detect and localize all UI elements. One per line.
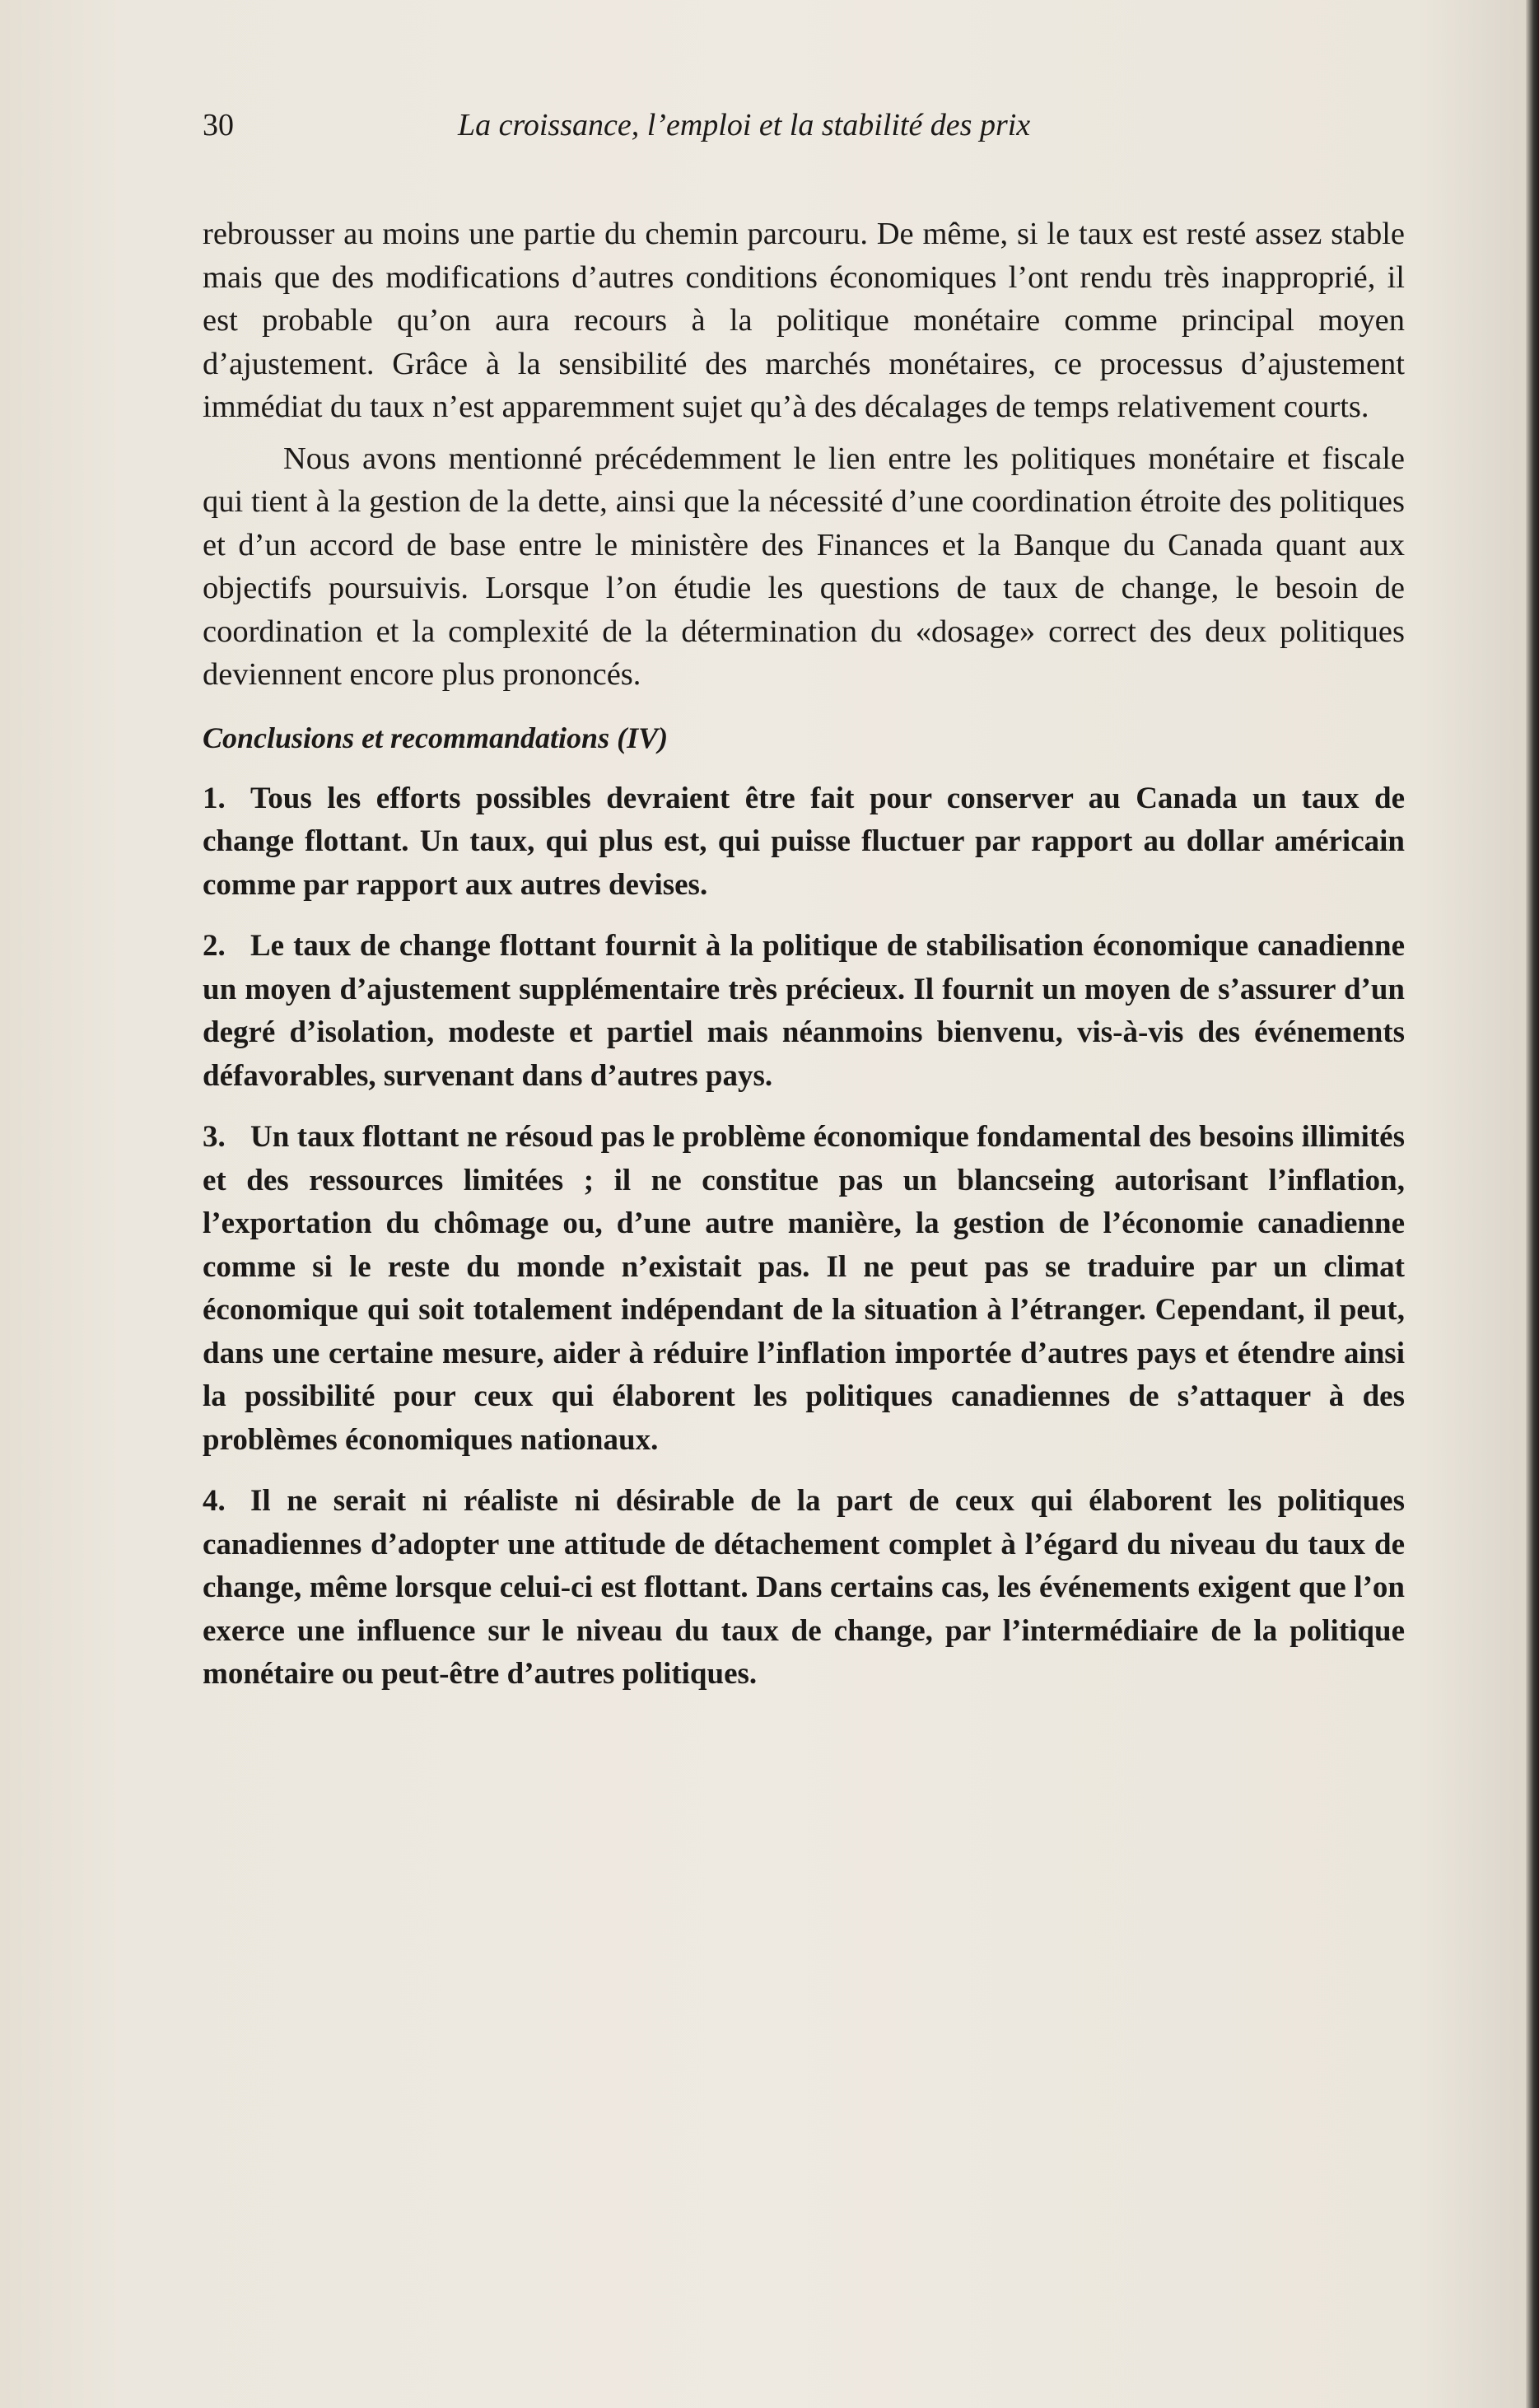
body-text xyxy=(203,212,1405,1696)
recommendation-4 xyxy=(203,1480,1405,1696)
running-title: La croissance, l’emploi et la stabilité des prix xyxy=(458,108,1031,142)
recommendation-text: Il ne serait ni réaliste ni désirable de la part de ceux qui élaborent les politiques canadiennes d’adopter une attitude de détachement complet à l’égard du niveau du taux de change, même lorsque celui-ci est flottant. Dans certains cas, les événements exigent que l’on exerce une influence sur le niveau du taux de change, par l’intermédiaire de la politique monétaire ou peut-être d’autres politiques. xyxy=(203,1484,1405,1691)
recommendation-1 xyxy=(203,777,1405,908)
page-binding-edge xyxy=(1526,0,1539,2408)
recommendation-number: 2. xyxy=(203,929,226,963)
recommendation-text: Tous les efforts possibles devraient être fait pour conserver au Canada un taux de change flottant. Un taux, qui plus est, qui puisse fluctuer par rapport au dollar américain comme par rapport aux autres devises. xyxy=(203,781,1405,902)
body-paragraph-1: rebrousser au moins une partie du chemin parcouru. De même, si le taux est resté assez stable mais que des modifications d’autres conditions économiques l’ont rendu très inapproprié, il est probable qu’on aura recours à la politique monétaire comme principal moyen d’ajustement. Grâce à la sensibilité des marchés monétaires, ce processus d’ajustement immédiat du taux n’est apparemment sujet qu’à des décalages de temps relativement courts. xyxy=(203,217,1405,424)
recommendation-2 xyxy=(203,925,1405,1098)
body-paragraph-2: Nous avons mentionné précédemment le lien entre les politiques monétaire et fiscale qui tient à la gestion de la dette, ainsi que la nécessité d’une coordination étroite des politiques et d’un accord de base entre le ministère des Finances et la Banque du Canada quant aux objectifs poursuivis. Lorsque l’on étudie les questions de taux de change, le besoin de coordination et la complexité de la détermination du «dosage» correct des deux politiques deviennent encore plus prononcés. xyxy=(203,441,1405,692)
page-number: 30 xyxy=(203,108,234,142)
recommendation-number: 4. xyxy=(203,1484,226,1518)
recommendation-3 xyxy=(203,1116,1405,1462)
recommendation-text: Un taux flottant ne résoud pas le problème économique fondamental des besoins illimités et des ressources limitées ; il ne constitue pas un blancseing autorisant l’inflation, l’exportation du chômage ou, d’une autre manière, la gestion de l’économie canadienne comme si le reste du monde n’existait pas. Il ne peut pas se traduire par un climat économique qui soit totalement indépendant de la situation à l’étranger. Cependant, il peut, dans une certaine mesure, aider à réduire l’inflation importée d’autres pays et étendre ainsi la possibilité pour ceux qui élaborent les politiques canadiennes de s’attaquer à des problèmes économiques nationaux. xyxy=(203,1120,1405,1457)
page-header xyxy=(203,107,1405,156)
section-heading: Conclusions et recommandations (IV) xyxy=(203,721,669,754)
recommendation-number: 3. xyxy=(203,1120,226,1154)
recommendation-text: Le taux de change flottant fournit à la politique de stabilisation économique canadienne un moyen d’ajustement supplémentaire très précieux. Il fournit un moyen de s’assurer d’un degré d’isolation, modeste et partiel mais néanmoins bienvenu, vis-à-vis des événements défavorables, survenant dans d’autres pays. xyxy=(203,929,1405,1093)
recommendation-number: 1. xyxy=(203,781,226,815)
